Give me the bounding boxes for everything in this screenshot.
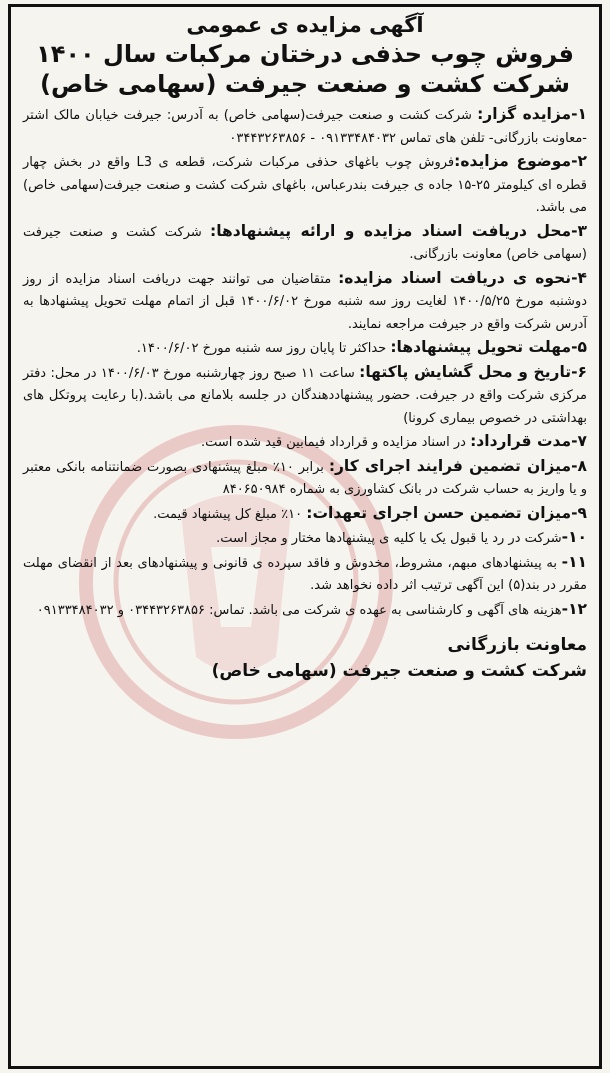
section-2: ۲-موضوع مزایده:فروش چوب باغهای حذفی مرکبات شرکت، قطعه ی L3 واقع در بخش چهار قطره ای کیلومتر ۲۵-۱۵ جاده ی جیرفت بندرعباس، باغهای شرکت کشت و صنعت جیرفت(سهامی خاص) می باشد. <box>23 152 587 215</box>
section-title: محل دریافت اسناد مزایده و ارائه پیشنهادها: <box>210 221 572 240</box>
section-body: برابر ۱۰٪ مبلغ پیشنهادی بصورت ضمانتنامه بانکی معتبر و یا واریز به حساب شرکت در بانک کشاورزی به شماره ۸۴۰۶۵۰۹۸۴ <box>23 459 587 497</box>
header-subject: فروش چوب حذفی درختان مرکبات سال ۱۴۰۰ <box>36 40 574 68</box>
section-body: فروش چوب باغهای حذفی مرکبات شرکت، قطعه ی L3 واقع در بخش چهار قطره ای کیلومتر ۲۵-۱۵ جاده ی جیرفت بندرعباس، باغهای شرکت کشت و صنعت جیرفت(سهامی خاص) می باشد. <box>23 155 587 215</box>
section-8: ۸-میزان تضمین فرایند اجرای کار: برابر ۱۰٪ مبلغ پیشنهادی بصورت ضمانتنامه بانکی معتبر و یا واریز به حساب شرکت در بانک کشاورزی به شماره ۸۴۰۶۵۰۹۸۴ <box>23 456 587 497</box>
section-body: شرکت در رد یا قبول یک یا کلیه ی پیشنهادها مختار و مجاز است. <box>216 531 562 546</box>
section-body: به پیشنهادهای مبهم، مشروط، مخدوش و فاقد سپرده ی قانونی و پیشنهادهای بعد از انقضای مهلت مقرر در بند(۵) این آگهی ترتیب اثر داده نخواهد شد. <box>23 555 587 593</box>
section-body: شرکت کشت و صنعت جیرفت (سهامی خاص) معاونت بازرگانی. <box>23 224 587 262</box>
section-6: ۶-تاریخ و محل گشایش پاکتها: ساعت ۱۱ صبح روز چهارشنبه مورخ ۱۴۰۰/۶/۰۳ در محل: دفتر مرکزی شرکت واقع در جیرفت. حضور پیشنهاددهندگان در جلسه بلامانع می باشد.(با رعایت پروتکل های بهداشتی در خصوص بیماری کرونا) <box>23 362 588 426</box>
section-title: میزان تضمین فرایند اجرای کار: <box>328 456 572 475</box>
section-title: تاریخ و محل گشایش پاکتها: <box>359 362 572 381</box>
section-title: مدت قرارداد: <box>470 432 572 450</box>
section-body: هزینه های آگهی و کارشناسی به عهده ی شرکت می باشد. تماس: ۰۳۴۴۳۲۶۳۸۵۶ و ۰۹۱۳۳۴۸۴۰۳۲ <box>36 602 562 618</box>
sections <box>23 103 587 622</box>
footer-department: معاونت بازرگانی <box>447 635 587 655</box>
section-3: ۳-محل دریافت اسناد مزایده و ارائه پیشنهادها: شرکت کشت و صنعت جیرفت (سهامی خاص) معاونت بازرگانی. <box>23 221 587 262</box>
section-1: ۱-مزایده گزار: شرکت کشت و صنعت جیرفت(سهامی خاص) به آدرس: جیرفت خیابان مالک اشتر -معاونت بازرگانی- تلفن های تماس ۰۹۱۳۳۴۸۴۰۳۲ - ۰۳۴۴۳۲۶۳۸۵۶ <box>23 105 587 146</box>
section-title: موضوع مزایده: <box>454 152 572 170</box>
section-body: شرکت کشت و صنعت جیرفت(سهامی خاص) به آدرس: جیرفت خیابان مالک اشتر -معاونت بازرگانی- تلفن های تماس ۰۹۱۳۳۴۸۴۰۳۲ - ۰۳۴۴۳۲۶۳۸۵۶ <box>23 108 587 146</box>
advertisement-frame <box>8 4 602 1069</box>
section-5: ۵-مهلت تحویل پیشنهادها: حداکثر تا پایان روز سه شنبه مورخ ۱۴۰۰/۶/۰۲. <box>136 338 587 356</box>
footer-signature <box>23 632 587 684</box>
section-11: ۱۱- به پیشنهادهای مبهم، مشروط، مخدوش و فاقد سپرده ی قانونی و پیشنهادهای بعد از انقضای مهلت مقرر در بند(۵) این آگهی ترتیب اثر داده نخواهد شد. <box>23 552 587 593</box>
section-body: متقاضیان می توانند جهت دریافت اسناد مزایده از روز دوشنبه مورخ ۱۴۰۰/۵/۲۵ لغایت روز سه شنبه مورخ ۱۴۰۰/۶/۰۲ قبل از اتمام مهلت تحویل پیشنهادها به آدرس شرکت واقع در جیرفت مراجعه نمایند. <box>23 271 588 332</box>
section-title: مزایده گزار: <box>477 105 572 123</box>
section-title: مهلت تحویل پیشنهادها: <box>390 338 572 356</box>
footer-company: شرکت کشت و صنعت جیرفت (سهامی خاص) <box>211 661 587 681</box>
section-7: ۷-مدت قرارداد: در اسناد مزایده و قرارداد فیمابین قید شده است. <box>200 432 587 450</box>
section-12: ۱۲-هزینه های آگهی و کارشناسی به عهده ی شرکت می باشد. تماس: ۰۳۴۴۳۲۶۳۸۵۶ و ۰۹۱۳۳۴۸۴۰۳۲ <box>36 599 587 618</box>
section-4: ۴-نحوه ی دریافت اسناد مزایده: متقاضیان می توانند جهت دریافت اسناد مزایده از روز دوشنبه مورخ ۱۴۰۰/۵/۲۵ لغایت روز سه شنبه مورخ ۱۴۰۰/۶/۰۲ قبل از اتمام مهلت تحویل پیشنهادها به آدرس شرکت واقع در جیرفت مراجعه نمایند. <box>23 268 588 332</box>
section-body: ۱۰٪ مبلغ کل پیشنهاد قیمت. <box>153 506 307 522</box>
section-body: در اسناد مزایده و قرارداد فیمابین قید شده است. <box>200 435 471 450</box>
header <box>23 11 587 99</box>
header-title: آگهی مزایده ی عمومی <box>186 13 424 37</box>
header-company: شرکت کشت و صنعت جیرفت (سهامی خاص) <box>40 70 570 98</box>
section-10: ۱۰-شرکت در رد یا قبول یک یا کلیه ی پیشنهادها مختار و مجاز است. <box>216 528 587 546</box>
section-body: حداکثر تا پایان روز سه شنبه مورخ ۱۴۰۰/۶/۰۲. <box>136 341 391 356</box>
section-title: نحوه ی دریافت اسناد مزایده: <box>338 268 572 287</box>
section-9: ۹-میزان تضمین حسن اجرای تعهدات: ۱۰٪ مبلغ کل پیشنهاد قیمت. <box>153 503 587 522</box>
section-body: ساعت ۱۱ صبح روز چهارشنبه مورخ ۱۴۰۰/۶/۰۳ در محل: دفتر مرکزی شرکت واقع در جیرفت. حضور پیشنهاددهندگان در جلسه بلامانع می باشد.(با رعایت پروتکل های بهداشتی در خصوص بیماری کرونا) <box>23 365 587 426</box>
section-title: میزان تضمین حسن اجرای تعهدات: <box>306 503 572 522</box>
